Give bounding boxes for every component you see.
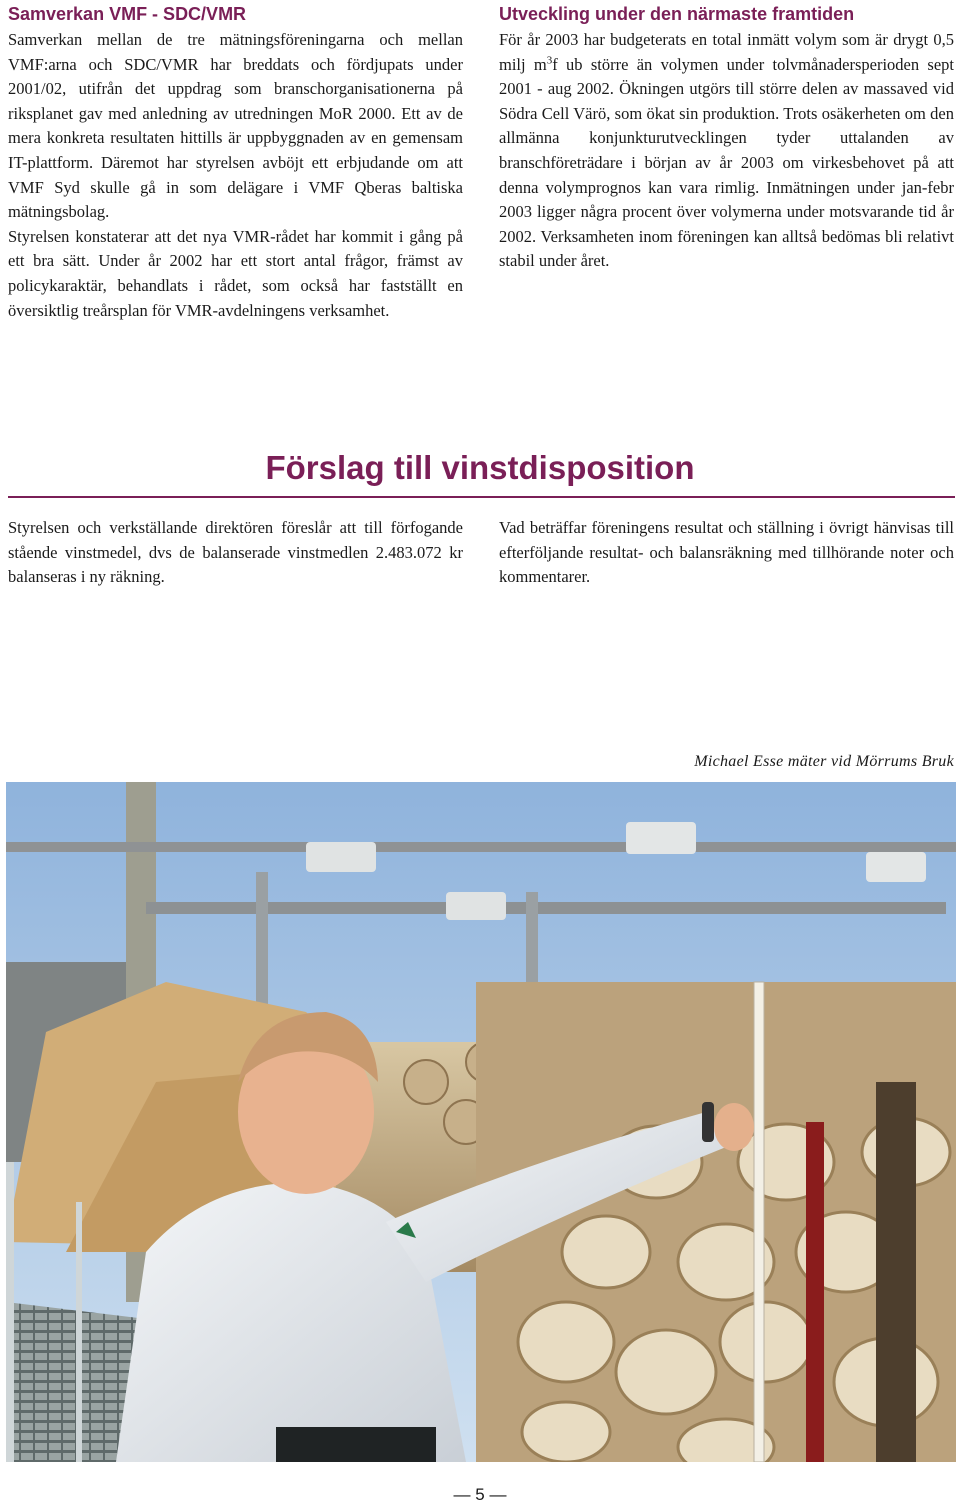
paragraph-samverkan-2: Styrelsen konstaterar att det nya VMR-rådet har kommit i gång på ett bra sätt. Under år 2002 har ett stort antal frågor, främst av policykaraktär, behandlats i rådet, som också har fastställt en översiktlig treårsplan för VMR-avdelningens verksamhet. [8,226,463,320]
text-after-superscript: f ub större än volymen under tolvmånadersperioden sept 2001 - aug 2002. Ökningen utgörs till större delen av massaved vid Södra Cell Värö, som ökat sin produktion. Trots osäkerheten om den allmänna konjunkturutvecklingen tyder uttalanden av branschföreträdare i början av år 2003 om virkesbehovet på att denna volymprognos kan vara rimlig. Inmätningen under jan-febr 2003 ligger några procent över volymerna under motsvarande tid år 2002. Verksamheten inom föreningen kan alltså bedömas bli relativt stabil under året. [499,54,955,271]
page-number: — 5 — [453,1485,507,1504]
paragraph-vinstdisposition: Styrelsen och verkställande direktören föreslår att till förfogande stående vinstmedel, dvs de balanserade vinstmedlen 2.483.072 kr balanseras i ny räkning. [8,518,463,587]
superscript-3: 3 [546,54,553,67]
photo-timber-measurement [6,782,956,1462]
column-top-right [499,2,954,274]
heading-divider [8,496,955,498]
paragraph-samverkan-1: Samverkan mellan de tre mätningsföreningarna och mellan VMF:arna och SDC/VMR har breddats och fördjupats under 2001/02, utifrån det uppdrag som branschorganisationerna på riksplanet gav med anledning av utredningen MoR 2000. Ett av de mera konkreta resultaten hittills är uppbyggnaden av en gemensam IT-plattform. Däremot har styrelsen avböjt ett erbjudande om att VMF Syd skulle gå in som delägare i VMF Qberas baltiska mätningsbolag. [8,30,463,222]
section-heading-samverkan: Samverkan VMF - SDC/VMR [8,4,247,24]
column-bottom-left [8,516,463,590]
photo-caption: Michael Esse mäter vid Mörrums Bruk [694,753,954,770]
section-heading-utveckling: Utveckling under den närmaste framtiden [499,4,855,24]
paragraph-resultat: Vad beträffar föreningens resultat och ställning i övrigt hänvisas till efterföljande resultat- och balansräkning med tillhörande noter och kommentarer. [499,518,954,587]
paragraph-utveckling [499,28,954,274]
text-before-superscript: För år 2003 har budgeterats en total inmätt volym som är drygt 0,5 milj m [499,30,954,74]
column-top-left [8,2,463,323]
main-heading: Förslag till vinstdisposition [265,449,695,486]
column-bottom-right [499,516,954,590]
